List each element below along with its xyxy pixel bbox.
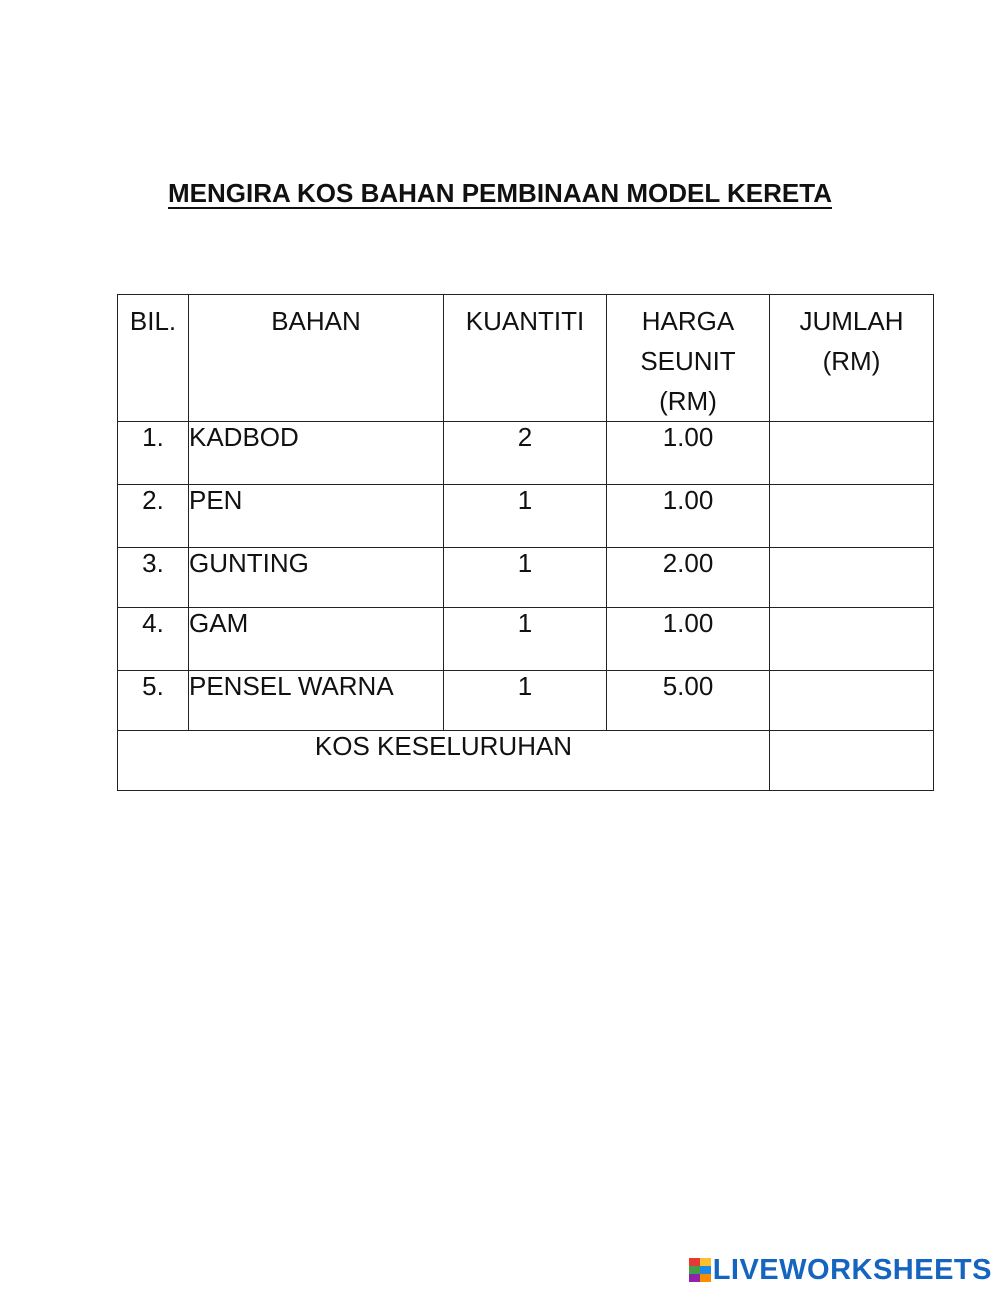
- row-number: 4.: [118, 608, 189, 671]
- row-number: 3.: [118, 548, 189, 608]
- amount-answer-cell[interactable]: [770, 422, 934, 485]
- amount-answer-cell[interactable]: [770, 671, 934, 731]
- logo-block: [689, 1258, 700, 1266]
- amount-answer-cell[interactable]: [770, 485, 934, 548]
- quantity: 1: [444, 485, 607, 548]
- amount-answer-cell[interactable]: [770, 548, 934, 608]
- row-number: 5.: [118, 671, 189, 731]
- header-bahan: BAHAN: [189, 295, 444, 422]
- unit-price: 5.00: [607, 671, 770, 731]
- unit-price: 1.00: [607, 485, 770, 548]
- logo-block: [689, 1274, 700, 1282]
- material-name: PENSEL WARNA: [189, 671, 444, 731]
- worksheet-title: MENGIRA KOS BAHAN PEMBINAAN MODEL KERETA: [168, 178, 832, 208]
- material-name: GAM: [189, 608, 444, 671]
- quantity: 1: [444, 671, 607, 731]
- header-bil: BIL.: [118, 295, 189, 422]
- total-cost-answer-cell[interactable]: [770, 731, 934, 791]
- table-row: [118, 671, 934, 731]
- unit-price: 1.00: [607, 608, 770, 671]
- material-name: GUNTING: [189, 548, 444, 608]
- table-row: [118, 548, 934, 608]
- material-name: KADBOD: [189, 422, 444, 485]
- amount-answer-cell[interactable]: [770, 608, 934, 671]
- row-number: 1.: [118, 422, 189, 485]
- total-row: [118, 731, 934, 791]
- material-name: PEN: [189, 485, 444, 548]
- logo-block: [700, 1266, 711, 1274]
- header-kuantiti: KUANTITI: [444, 295, 607, 422]
- unit-price: 1.00: [607, 422, 770, 485]
- quantity: 1: [444, 548, 607, 608]
- logo-block: [700, 1274, 711, 1282]
- quantity: 2: [444, 422, 607, 485]
- logo-block: [700, 1258, 711, 1266]
- table-row: [118, 608, 934, 671]
- unit-price: 2.00: [607, 548, 770, 608]
- table-row: [118, 485, 934, 548]
- table-header-row: [118, 295, 934, 422]
- total-cost-label: KOS KESELURUHAN: [118, 731, 770, 791]
- cost-table: [117, 294, 934, 791]
- table-row: [118, 422, 934, 485]
- quantity: 1: [444, 608, 607, 671]
- header-jumlah: JUMLAH (RM): [770, 295, 934, 422]
- liveworksheets-logo-text: LIVEWORKSHEETS: [712, 1254, 992, 1286]
- header-harga-seunit: HARGA SEUNIT (RM): [607, 295, 770, 422]
- row-number: 2.: [118, 485, 189, 548]
- liveworksheets-logo: [689, 1254, 992, 1286]
- logo-block: [689, 1266, 700, 1274]
- liveworksheets-logo-icon: [689, 1258, 711, 1282]
